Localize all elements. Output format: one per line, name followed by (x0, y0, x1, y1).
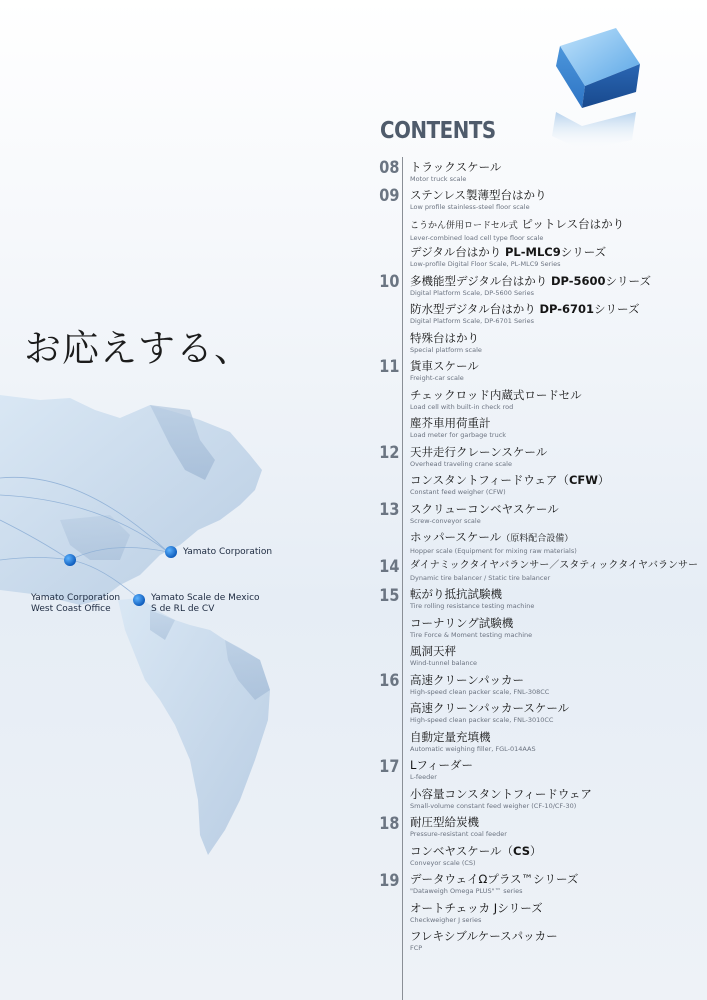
map-label-west-coast: Yamato Corporation West Coast Office (31, 593, 121, 614)
location-dot-yamato-corporation (165, 546, 177, 558)
toc-item[interactable]: 耐圧型給炭機 Pressure-resistant coal feeder (410, 815, 507, 838)
toc-item[interactable]: 多機能型デジタル台はかり DP-5600シリーズ Digital Platform Scale, DP-5600 Series (410, 274, 651, 297)
headline: お応えする、 (24, 327, 252, 370)
page-number: 11 (379, 357, 400, 377)
toc-item[interactable]: デジタル台はかり PL-MLC9シリーズ Low-profile Digital Floor Scale, PL-MLC9 Series (410, 245, 607, 268)
page-number: 14 (379, 557, 400, 577)
toc-item[interactable]: チェックロッド内蔵式ロードセル Load cell with built-in check rod (410, 388, 582, 411)
toc-divider (402, 157, 403, 1000)
toc-item[interactable]: 特殊台はかり Special platform scale (410, 331, 482, 354)
toc-item[interactable]: データウェイΩプラス™シリーズ "Dataweigh Omega PLUS"™ series (410, 872, 579, 895)
toc-item[interactable]: コンベヤスケール（CS） Conveyor scale (CS) (410, 844, 542, 867)
toc-item[interactable]: コンスタントフィードウェア（CFW） Constant feed weigher (CFW) (410, 473, 610, 496)
toc-item[interactable]: 塵芥車用荷重計 Load meter for garbage truck (410, 416, 507, 439)
toc-item[interactable]: スクリューコンベヤスケール Screw-conveyor scale (410, 502, 559, 525)
toc-item[interactable]: 自動定量充填機 Automatic weighing filler, FGL-014AAS (410, 730, 536, 753)
toc-item[interactable]: こうかん併用ロードセル式 ピットレス台はかり Lever-combined load cell type floor scale (410, 217, 625, 242)
page-number: 17 (379, 757, 400, 777)
toc-item[interactable]: 高速クリーンパッカー High-speed clean packer scale, FNL-308CC (410, 673, 550, 696)
toc-item[interactable]: 貨車スケール Freight-car scale (410, 359, 479, 382)
toc-item[interactable]: ホッパースケール（原料配合設備） Hopper scale (Equipment for mixing raw materials) (410, 530, 577, 555)
toc-item[interactable]: オートチェッカ Jシリーズ Checkweigher J series (410, 901, 543, 924)
page-number: 13 (379, 500, 400, 520)
contents-title: CONTENTS (380, 118, 496, 144)
toc-item[interactable]: トラックスケール Motor truck scale (410, 160, 502, 183)
location-dot-mexico (133, 594, 145, 606)
page-number: 15 (379, 586, 400, 606)
blue-cube-graphic (552, 28, 640, 150)
page-number: 16 (379, 671, 400, 691)
page-number: 09 (379, 186, 400, 206)
map-label-yamato-corporation: Yamato Corporation (183, 547, 273, 557)
americas-map-graphic (0, 395, 273, 855)
toc-item[interactable]: ダイナミックタイヤバランサー／スタティックタイヤバランサー Dynamic tire balancer / Static tire balancer (410, 560, 698, 582)
toc-item[interactable]: 高速クリーンパッカースケール High-speed clean packer scale, FNL-3010CC (410, 701, 570, 724)
toc-item[interactable]: 転がり抵抗試験機 Tire rolling resistance testing machine (410, 587, 535, 610)
page-number: 12 (379, 443, 400, 463)
map-label-mexico: Yamato Scale de Mexico S de RL de CV (151, 593, 260, 614)
page-number: 18 (379, 814, 400, 834)
toc-item[interactable]: 防水型デジタル台はかり DP-6701シリーズ Digital Platform Scale, DP-6701 Series (410, 302, 640, 325)
toc-item[interactable]: 小容量コンスタントフィードウェア Small-volume constant feed weigher (CF-10/CF-30) (410, 787, 592, 810)
page-number: 19 (379, 871, 400, 891)
toc-item[interactable]: 風洞天秤 Wind-tunnel balance (410, 644, 478, 667)
toc-item[interactable]: 天井走行クレーンスケール Overhead traveling crane scale (410, 445, 548, 468)
page-number: 08 (379, 158, 400, 178)
toc-item[interactable]: フレキシブルケースパッカー FCP (410, 929, 558, 952)
toc-item[interactable]: ステンレス製薄型台はかり Low profile stainless-steel floor scale (410, 188, 547, 211)
page-number: 10 (379, 272, 400, 292)
location-dot-west-coast (64, 554, 76, 566)
toc-item[interactable]: コーナリング試験機 Tire Force & Moment testing machine (410, 616, 533, 639)
toc-item[interactable]: Lフィーダー L-feeder (410, 758, 473, 781)
